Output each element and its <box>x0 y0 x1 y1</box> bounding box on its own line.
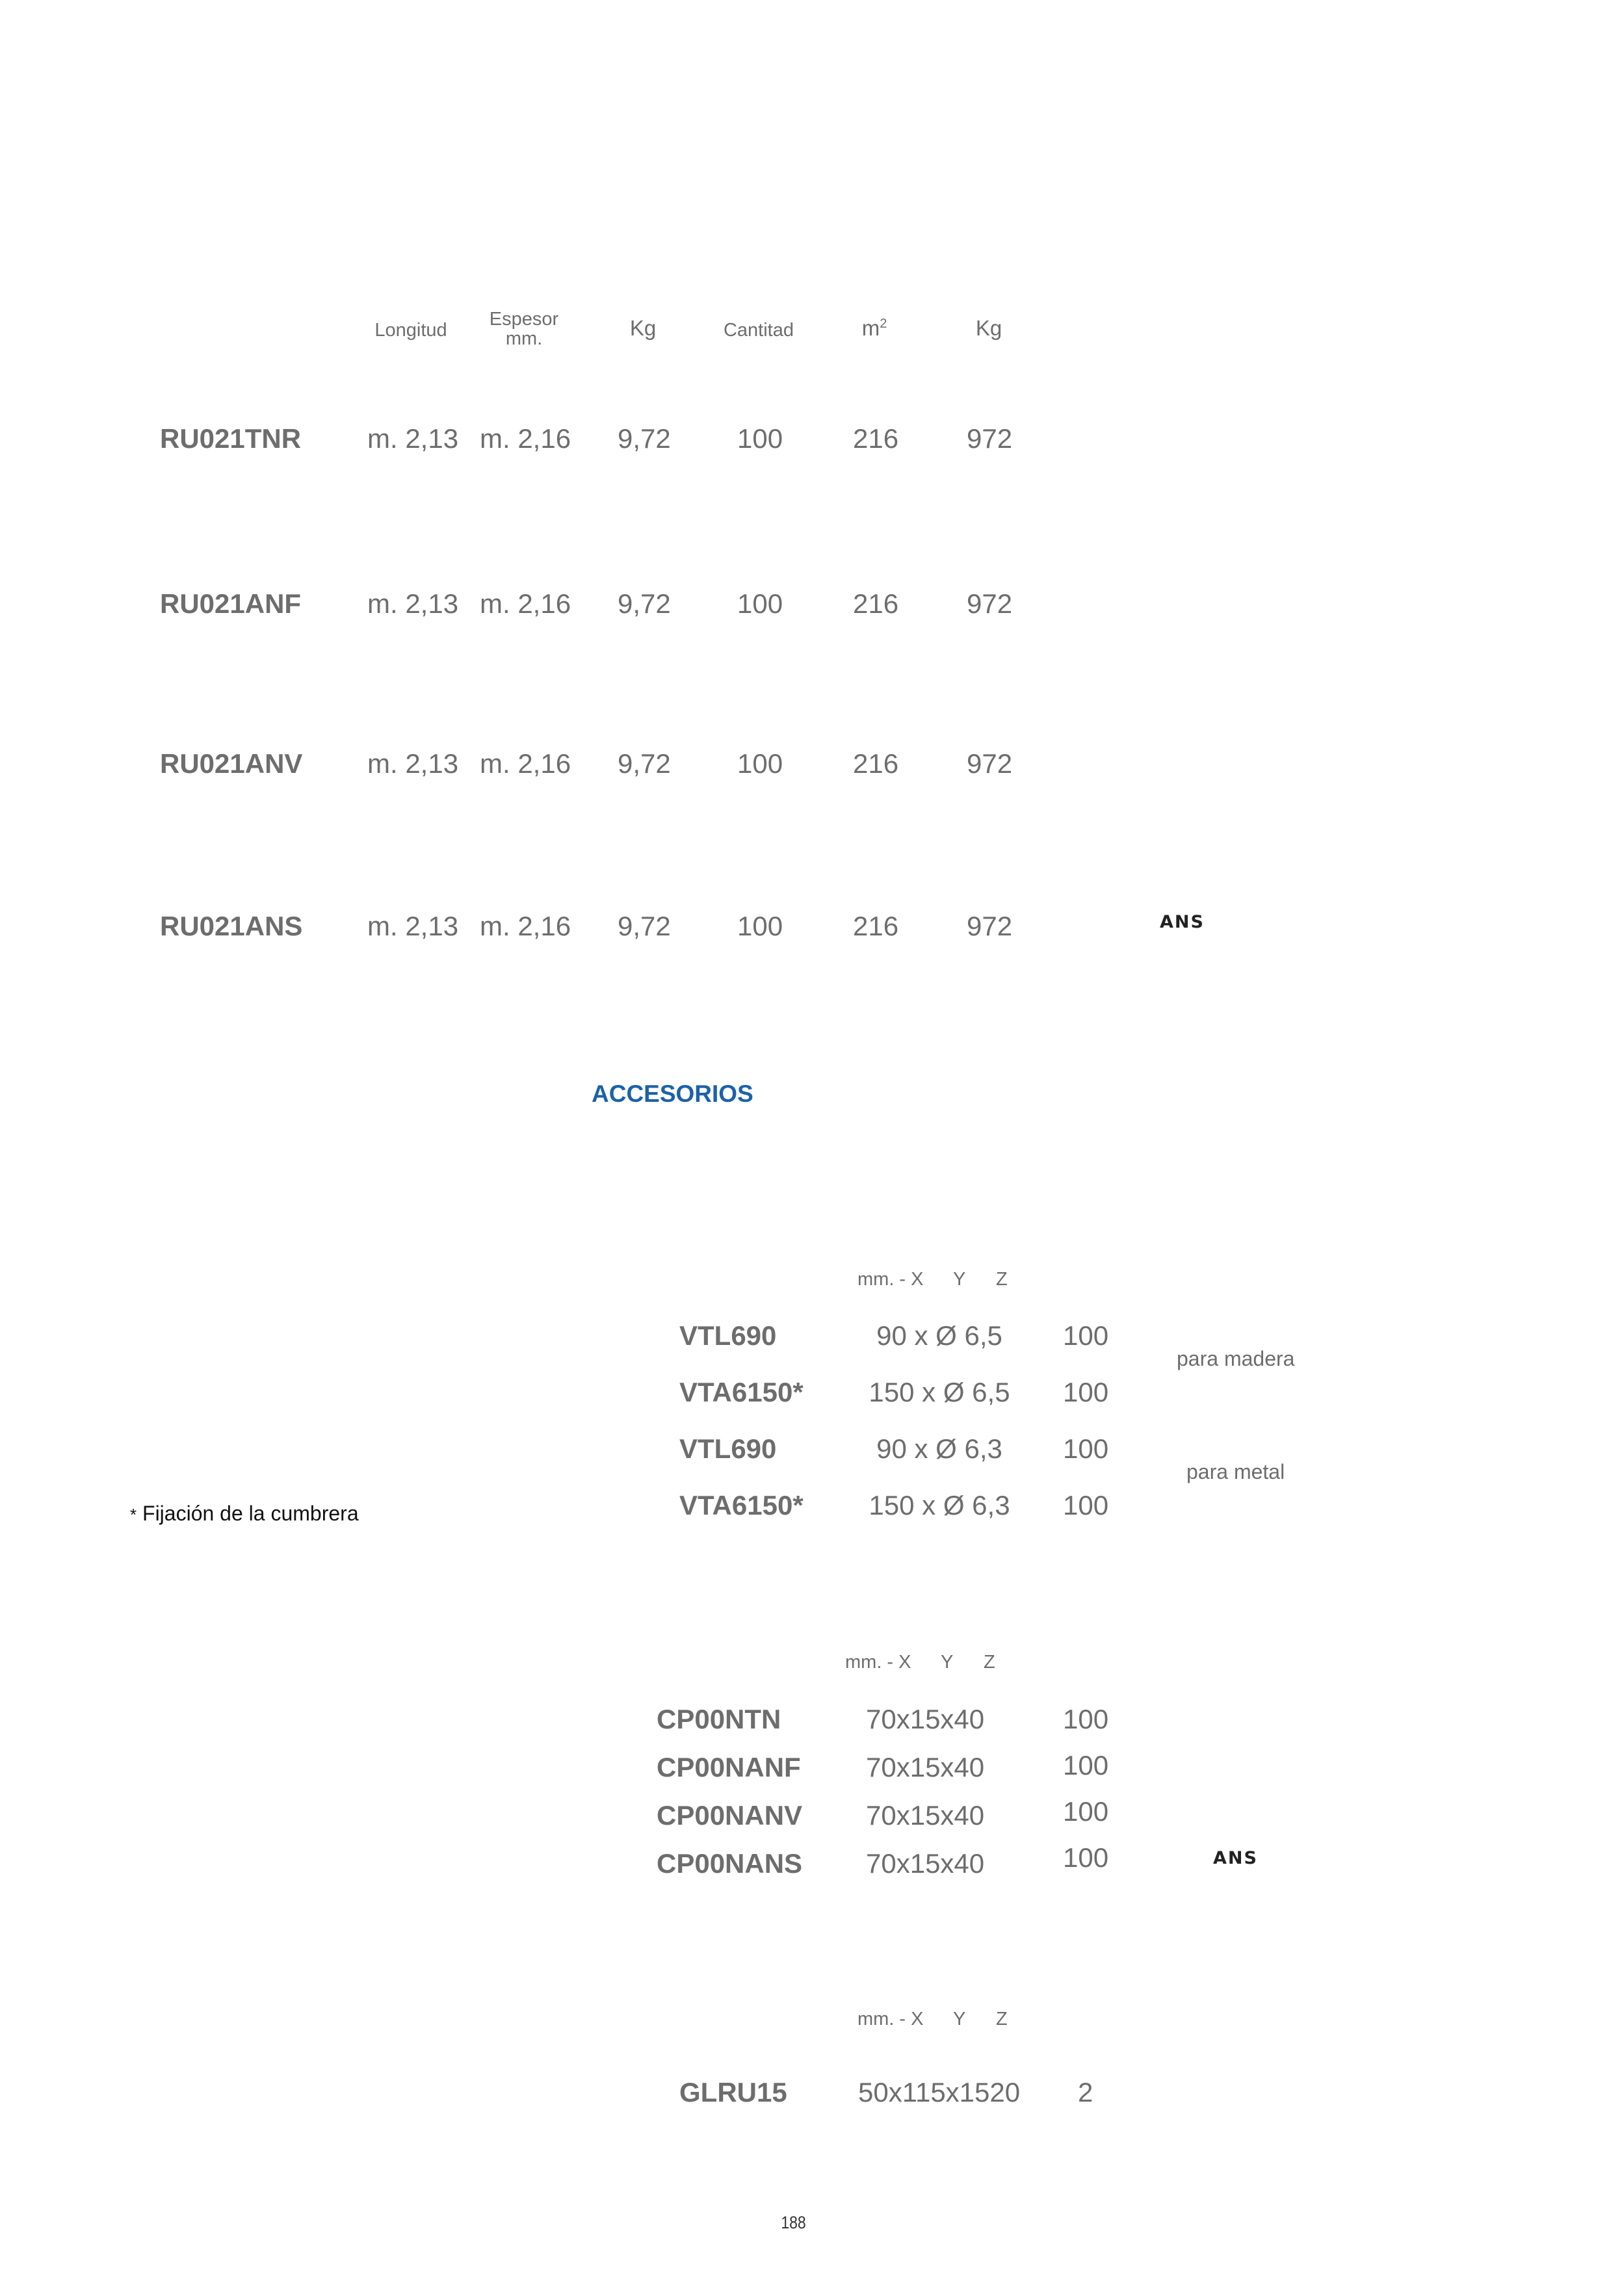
table-cell-kg: 9,72 <box>618 748 671 779</box>
cap-code: CP00NANV <box>657 1800 803 1831</box>
header-kg-total: Kg <box>975 316 1002 340</box>
cap-dims: 70x15x40 <box>866 1752 985 1782</box>
header-m2-base: m <box>861 316 880 340</box>
screw-qty: 100 <box>1063 1433 1109 1464</box>
glru-header-y: Y <box>953 2009 966 2029</box>
table-cell-kg: 9,72 <box>618 911 671 941</box>
screw-code: VTL690 <box>679 1320 777 1351</box>
cap-code: CP00NANF <box>657 1752 801 1782</box>
glru-qty: 2 <box>1078 2077 1093 2107</box>
glru-dims: 50x115x1520 <box>858 2077 1021 2107</box>
table-cell-espesor: m. 2,16 <box>480 748 571 779</box>
table-cell-longitud: m. 2,13 <box>367 588 459 619</box>
cap-qty: 100 <box>1063 1750 1109 1781</box>
table-cell-kg: 9,72 <box>618 588 671 619</box>
table-cell-espesor: m. 2,16 <box>480 588 571 619</box>
screw-qty: 100 <box>1063 1377 1109 1407</box>
cap-dims: 70x15x40 <box>866 1848 985 1879</box>
table-cell-kg: 9,72 <box>618 423 671 454</box>
table-row-code: RU021ANF <box>160 588 302 619</box>
caps-header-z: Z <box>984 1652 995 1673</box>
table-cell-kg-total: 972 <box>967 588 1013 619</box>
table-cell-espesor: m. 2,16 <box>480 911 571 941</box>
screws-header-mm-x: mm. - X <box>857 1269 924 1290</box>
table-cell-cantidad: 100 <box>737 588 783 619</box>
screw-code: VTA6150* <box>679 1490 804 1520</box>
footnote-text: Fijación de la cumbrera <box>142 1502 359 1525</box>
screw-code: VTA6150* <box>679 1377 804 1407</box>
table-cell-longitud: m. 2,13 <box>367 423 459 454</box>
cap-code: CP00NANS <box>657 1848 803 1879</box>
table-cell-m2: 216 <box>853 911 899 941</box>
table-cell-kg-total: 972 <box>967 423 1013 454</box>
screw-qty: 100 <box>1063 1490 1109 1520</box>
screw-dims: 90 x Ø 6,5 <box>876 1320 1002 1351</box>
table-cell-cantidad: 100 <box>737 748 783 779</box>
note-para-madera: para madera <box>1177 1347 1295 1370</box>
table-row-code: RU021ANV <box>160 748 303 779</box>
table-cell-m2: 216 <box>853 748 899 779</box>
caps-header-mm-x: mm. - X <box>845 1652 911 1673</box>
glru-header-z: Z <box>996 2009 1008 2029</box>
header-longitud: Longitud <box>374 320 447 341</box>
glru-code: GLRU15 <box>679 2077 787 2107</box>
caps-header-y: Y <box>941 1652 954 1673</box>
page-number: 188 <box>781 2213 806 2232</box>
screw-qty: 100 <box>1063 1320 1109 1351</box>
cap-qty: 100 <box>1063 1704 1109 1734</box>
cap-code: CP00NTN <box>657 1704 781 1734</box>
screw-dims: 90 x Ø 6,3 <box>876 1433 1002 1464</box>
table-row-code: RU021TNR <box>160 423 302 454</box>
section-title-accesorios: ACCESORIOS <box>592 1080 753 1107</box>
note-para-metal: para metal <box>1186 1460 1285 1483</box>
table-cell-cantidad: 100 <box>737 911 783 941</box>
table-cell-kg-total: 972 <box>967 748 1013 779</box>
header-m2 <box>829 316 920 341</box>
table-cell-cantidad: 100 <box>737 423 783 454</box>
cap-qty: 100 <box>1063 1842 1109 1873</box>
ans-badge: ANS <box>1160 912 1205 932</box>
cap-dims: 70x15x40 <box>866 1704 985 1734</box>
cap-qty: 100 <box>1063 1796 1109 1827</box>
cap-dims: 70x15x40 <box>866 1800 985 1831</box>
header-kg: Kg <box>629 316 657 340</box>
screw-dims: 150 x Ø 6,5 <box>869 1377 1010 1407</box>
footnote-fijacion <box>130 1502 359 1526</box>
table-cell-kg-total: 972 <box>967 911 1013 941</box>
header-espesor-line2: mm. <box>505 328 543 349</box>
screws-header-y: Y <box>953 1269 966 1290</box>
footnote-star: * <box>130 1505 137 1524</box>
table-cell-m2: 216 <box>853 423 899 454</box>
table-cell-longitud: m. 2,13 <box>367 911 459 941</box>
header-m2-exponent: 2 <box>880 317 887 331</box>
ans-badge: ANS <box>1213 1848 1258 1868</box>
header-espesor <box>478 309 569 348</box>
header-espesor-line1: Espesor <box>489 309 559 330</box>
screws-header-z: Z <box>996 1269 1008 1290</box>
header-cantidad: Cantitad <box>723 320 794 341</box>
table-cell-espesor: m. 2,16 <box>480 423 571 454</box>
table-cell-longitud: m. 2,13 <box>367 748 459 779</box>
glru-header-mm-x: mm. - X <box>857 2009 924 2029</box>
screw-code: VTL690 <box>679 1433 777 1464</box>
table-cell-m2: 216 <box>853 588 899 619</box>
table-row-code: RU021ANS <box>160 911 303 941</box>
screw-dims: 150 x Ø 6,3 <box>869 1490 1010 1520</box>
